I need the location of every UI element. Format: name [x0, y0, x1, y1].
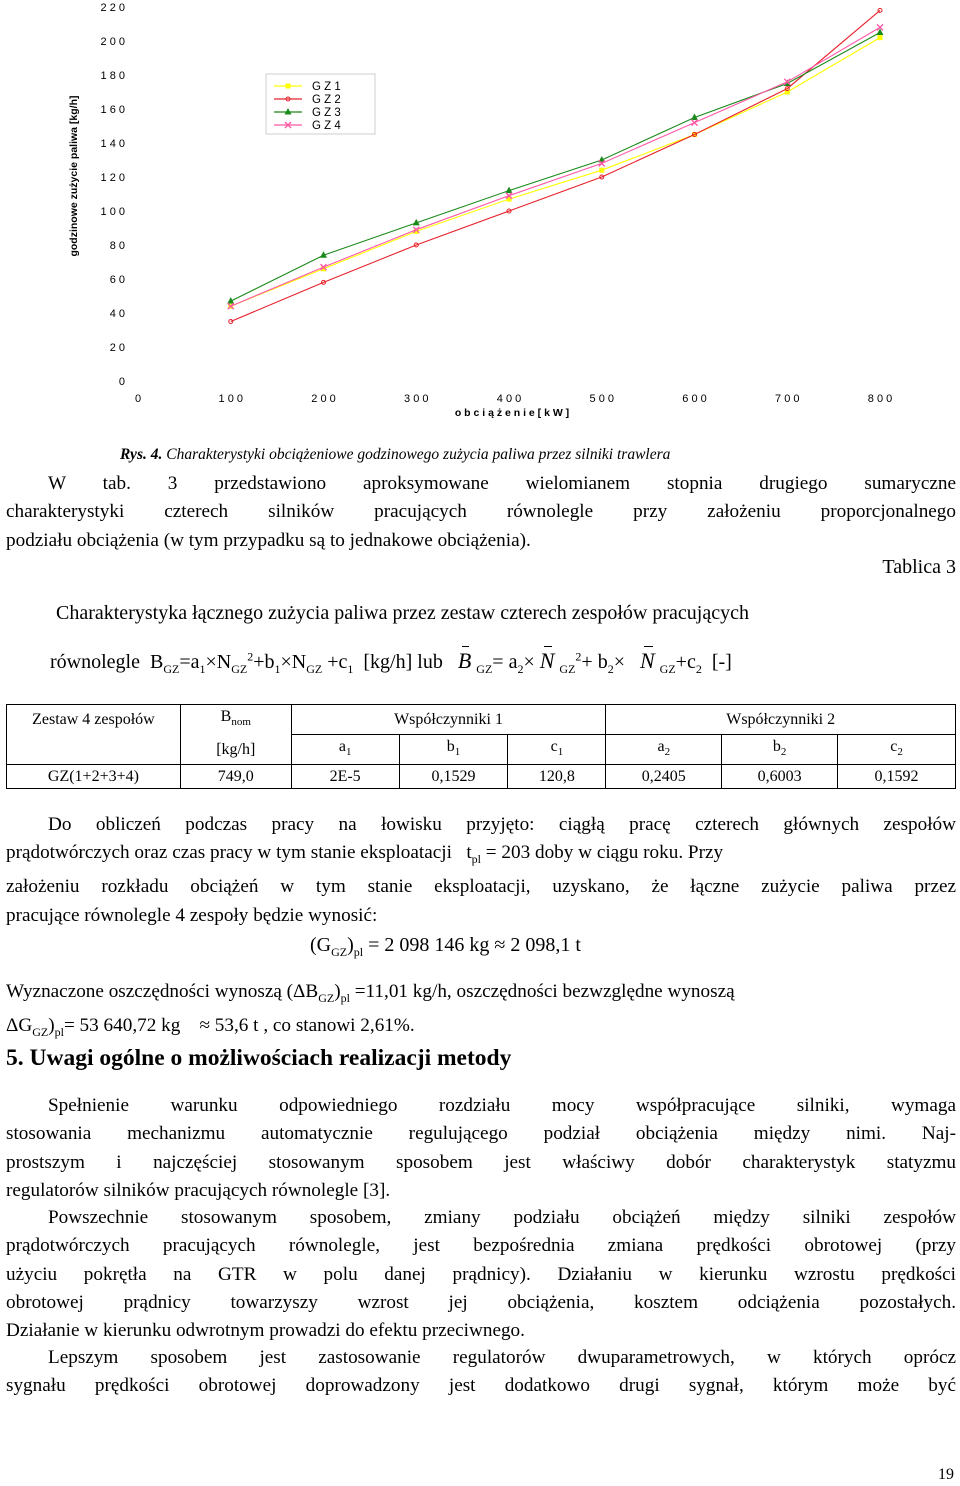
- intro-line-2: charakterystyki czterech silników pracujących równolegle przy założeniu proporcjonalnego: [6, 501, 956, 523]
- para3-line-5: Działanie w kierunku odwrotnym prowadzi do efektu przeciwnego.: [6, 1320, 525, 1342]
- savings-l1b: =11,01 kg/h, oszczędności bezwzględne wynoszą: [354, 981, 735, 1002]
- formula-nbar-sub-1: GZ: [559, 662, 576, 676]
- cell-b1: 0,1529: [399, 764, 508, 788]
- data-point-marker: [599, 168, 604, 173]
- y-tick-label: 1 8 0: [100, 70, 125, 82]
- formula-n-sub-2: GZ: [306, 662, 323, 676]
- cell-c1: 120,8: [508, 764, 606, 788]
- header-set: Zestaw 4 zespołów: [7, 705, 181, 735]
- formula-n-2: N: [291, 651, 307, 673]
- legend-label: G Z 2: [312, 94, 341, 106]
- formula-sq-2: 2: [575, 649, 582, 664]
- series-line-2: [231, 10, 880, 321]
- y-tick-label: 1 6 0: [100, 104, 125, 116]
- table-caption-formula: [50, 648, 732, 677]
- col-b2: $b_2$: [722, 734, 838, 764]
- y-tick-label: 4 0: [109, 308, 125, 320]
- savings-gz-2: GZ: [32, 1024, 49, 1039]
- figure-caption: [120, 446, 670, 464]
- y-tick-label: 8 0: [109, 240, 125, 252]
- series-line-4: [231, 27, 880, 306]
- formula-sub-1a: 1: [199, 662, 206, 676]
- formula-close: ): [347, 934, 354, 956]
- cell-a2: 0,2405: [606, 764, 722, 788]
- formula-value: = 2 098 146 kg ≈ 2 098,1 t: [368, 934, 581, 956]
- paragraph-requirement: [6, 1092, 956, 1205]
- savings-l2c: ≈ 53,6 t , co stanowi 2,61%.: [199, 1015, 415, 1037]
- col-a1: $a_1$: [291, 734, 399, 764]
- page-number: 19: [938, 1466, 954, 1483]
- para1-line-2a: prądotwórczych oraz czas pracy w tym stanie eksploatacji: [6, 842, 452, 864]
- header-bnom-unit: [kg/h]: [180, 734, 291, 764]
- savings-line-2: $\Delta G_{GZ})_{pl}= 53$ 640,72 kg ≈ 53,6 t , co stanowi 2,61%.: [6, 1015, 415, 1039]
- data-point-marker: [286, 84, 291, 89]
- para3-line-1: Powszechnie stosowanym sposobem, zmiany podziału obciążeń między silniki zespołów: [48, 1207, 956, 1228]
- header-coef-1: Współczynniki 1: [291, 705, 606, 735]
- table-label: Tablica 3: [882, 556, 956, 578]
- paragraph-better-method: [6, 1344, 956, 1401]
- series-line-3: [231, 33, 880, 302]
- x-tick-label: 1 0 0: [218, 393, 243, 405]
- para2-line-3: prostszym i najczęściej stosowanym sposobem jest właściwy dobór charakterystyk statyzmu: [6, 1151, 956, 1173]
- col-c1: $c_1$: [508, 734, 606, 764]
- para3-line-4: obrotowej prądnicy towarzyszy wzrost jej obciążenia, kosztem odciążenia pozostałych.: [6, 1291, 956, 1313]
- formula-lub: lub: [417, 651, 443, 673]
- col-a2: $a_2$: [606, 734, 722, 764]
- x-tick-label: 2 0 0: [311, 393, 336, 405]
- header-coef-2: Współczynniki 2: [606, 705, 956, 735]
- para4-line-1: Lepszym sposobem jest zastosowanie regulatorów dwuparametrowych, w których oprócz: [48, 1347, 956, 1368]
- para1-t: t: [466, 842, 472, 864]
- para3-line-2: prądotwórczych pracujących równolegle, jest bezpośrednia zmiana prędkości obrotowej (przy: [6, 1235, 956, 1257]
- para1-line-1: Do obliczeń podczas pracy na łowisku przyjęto: ciągłą pracę czterech głównych zespołów: [48, 814, 956, 835]
- table-row: [7, 764, 956, 788]
- para3-line-3: użyciu pokrętła na GTR w polu danej prądnicy). Działaniu w kierunku wzrostu prędkości: [6, 1263, 956, 1285]
- para1-t-sub: pl: [471, 852, 481, 867]
- section-heading: 5. Uwagi ogólne o możliwościach realizacji metody: [6, 1045, 512, 1071]
- y-tick-label: 2 2 0: [100, 2, 125, 14]
- col-c2: $c_2$: [838, 734, 956, 764]
- formula-times-1: ×: [205, 651, 217, 673]
- fuel-consumption-chart: [0, 0, 960, 430]
- formula-sub-2c: 2: [695, 662, 702, 676]
- savings-l1a: Wyznaczone oszczędności wynoszą (ΔB: [6, 981, 319, 1002]
- cell-set: GZ(1+2+3+4): [7, 764, 181, 788]
- formula-n-sub-1: GZ: [231, 662, 248, 676]
- header-set-cont: [7, 734, 181, 764]
- formula-nbar-sub-2: GZ: [659, 662, 676, 676]
- formula-b-bar: B: [457, 648, 472, 673]
- intro-line-3: podziału obciążenia (w tym przypadku są to jednakowe obciążenia).: [6, 529, 531, 551]
- x-tick-label: 3 0 0: [404, 393, 429, 405]
- formula-plus-c1: +c: [327, 651, 348, 673]
- formula-times-3: ×: [523, 651, 535, 673]
- formula-eq-a2: = a: [492, 651, 518, 673]
- figure-label: Rys. 4.: [120, 446, 163, 463]
- y-tick-label: 2 0 0: [100, 36, 125, 48]
- y-tick-label: 2 0: [109, 342, 125, 354]
- table-header-row-1: [7, 705, 956, 735]
- para1-line-2b: = 203 doby w ciągu roku. Przy: [485, 842, 724, 864]
- formula-sub-1b: 1: [274, 662, 281, 676]
- figure-caption-text: Charakterystyki obciążeniowe godzinowego zużycia paliwa przez silniki trawlera: [166, 446, 671, 463]
- savings-l2a: ΔG: [6, 1015, 33, 1037]
- table-caption-line-1: Charakterystyka łącznego zużycia paliwa przez zestaw czterech zespołów pracujących: [56, 602, 749, 624]
- para1-line-3: założeniu rozkładu obciążeń w tym stanie eksploatacji, uzyskano, że łączne zużycie paliwa przez: [6, 876, 956, 898]
- y-tick-label: 0: [118, 376, 125, 388]
- para1-line-4: pracujące równolegle 4 zespoły będzie wynosić:: [6, 904, 378, 926]
- formula-sub-2a: 2: [517, 662, 524, 676]
- col-b1: $b_1$: [399, 734, 508, 764]
- x-tick-label: 7 0 0: [775, 393, 800, 405]
- total-fuel-formula: [310, 934, 581, 960]
- formula-n-1: N: [216, 651, 232, 673]
- formula-prefix: równolegle: [50, 651, 140, 673]
- formula-sub-gz: GZ: [331, 945, 348, 959]
- para4-line-2: sygnału prędkości obrotowej doprowadzony jest dodatkowo drugi sygnał, którym może być: [6, 1375, 956, 1397]
- formula-times-2: ×: [280, 651, 292, 673]
- x-tick-label: 8 0 0: [867, 393, 893, 405]
- formula-sub-1c: 1: [347, 662, 354, 676]
- y-tick-label: 6 0: [109, 274, 125, 286]
- cell-a1: 2E-5: [291, 764, 399, 788]
- para2-line-1: Spełnienie warunku odpowiedniego rozdziału mocy współpracujące silniki, wymaga: [48, 1095, 956, 1116]
- formula-plus-b1: +b: [253, 651, 275, 673]
- x-tick-label: 4 0 0: [496, 393, 522, 405]
- savings-line-1: Wyznaczone oszczędności wynoszą $(\Delta B_{GZ})_{pl} =11,01$ kg/h, oszczędności bezwzględne wynoszą: [6, 981, 735, 1005]
- savings-pl-2: pl: [54, 1024, 64, 1039]
- formula-eq-a: =a: [179, 651, 200, 673]
- y-tick-label: 1 0 0: [100, 206, 125, 218]
- formula-plus-b2: + b: [581, 651, 608, 673]
- paragraph-savings: [6, 978, 956, 1046]
- formula-dimless: [-]: [711, 651, 732, 673]
- legend-label: G Z 3: [312, 107, 341, 119]
- formula-bbar-sub: GZ: [476, 662, 493, 676]
- cell-bnom: 749,0: [180, 764, 291, 788]
- formula-plus-c2: +c: [675, 651, 696, 673]
- para2-line-4: regulatorów silników pracujących równolegle [3].: [6, 1179, 391, 1201]
- x-axis-label: o b c i ą ż e n i e [ k W ]: [454, 407, 570, 419]
- formula-b: B: [149, 651, 164, 673]
- savings-l2b: = 53 640,72 kg: [63, 1015, 181, 1037]
- paragraph-common-method: [6, 1204, 956, 1345]
- cell-c2: 0,1592: [838, 764, 956, 788]
- legend-label: G Z 4: [312, 120, 341, 132]
- formula-n-bar-1: N: [539, 648, 555, 673]
- formula-unit: [kg/h]: [363, 651, 413, 673]
- intro-paragraph: [6, 470, 956, 555]
- intro-line-1: W tab. 3 przedstawiono aproksymowane wielomianem stopnia drugiego sumaryczne: [48, 473, 956, 494]
- formula-n-bar-2: N: [639, 648, 655, 673]
- legend-label: G Z 1: [312, 81, 341, 93]
- x-tick-label: 5 0 0: [589, 393, 614, 405]
- data-point-marker: [878, 35, 883, 40]
- data-point-marker: [692, 120, 698, 126]
- formula-sub-pl: pl: [353, 945, 364, 959]
- para1-line-2: [6, 839, 956, 873]
- para2-line-2: stosowania mechanizmu automatycznie regulującego podział obciążenia między nimi. Naj-: [6, 1123, 956, 1145]
- savings-pl-1: pl: [340, 990, 350, 1005]
- paragraph-calculations: [6, 811, 956, 930]
- header-bnom: [180, 705, 291, 735]
- header-bnom-letter: B: [220, 708, 232, 725]
- y-tick-label: 1 4 0: [100, 138, 125, 150]
- savings-gz-1: GZ: [318, 990, 335, 1005]
- cell-b2: 0,6003: [722, 764, 838, 788]
- y-axis-label: godzinowe zużycie paliwa [kg/h]: [68, 95, 80, 257]
- formula-open: (G: [310, 934, 332, 956]
- x-tick-label: 6 0 0: [682, 393, 707, 405]
- x-tick-label: 0: [134, 393, 142, 405]
- header-bnom-sub: nom: [231, 716, 251, 729]
- y-tick-label: 1 2 0: [100, 172, 125, 184]
- formula-b-sub: GZ: [163, 662, 180, 676]
- table-header-row-2: [7, 734, 956, 764]
- formula-sub-2b: 2: [607, 662, 614, 676]
- formula-times-4: ×: [613, 651, 625, 673]
- coefficients-table: [6, 704, 956, 789]
- formula-sq-1: 2: [247, 649, 254, 664]
